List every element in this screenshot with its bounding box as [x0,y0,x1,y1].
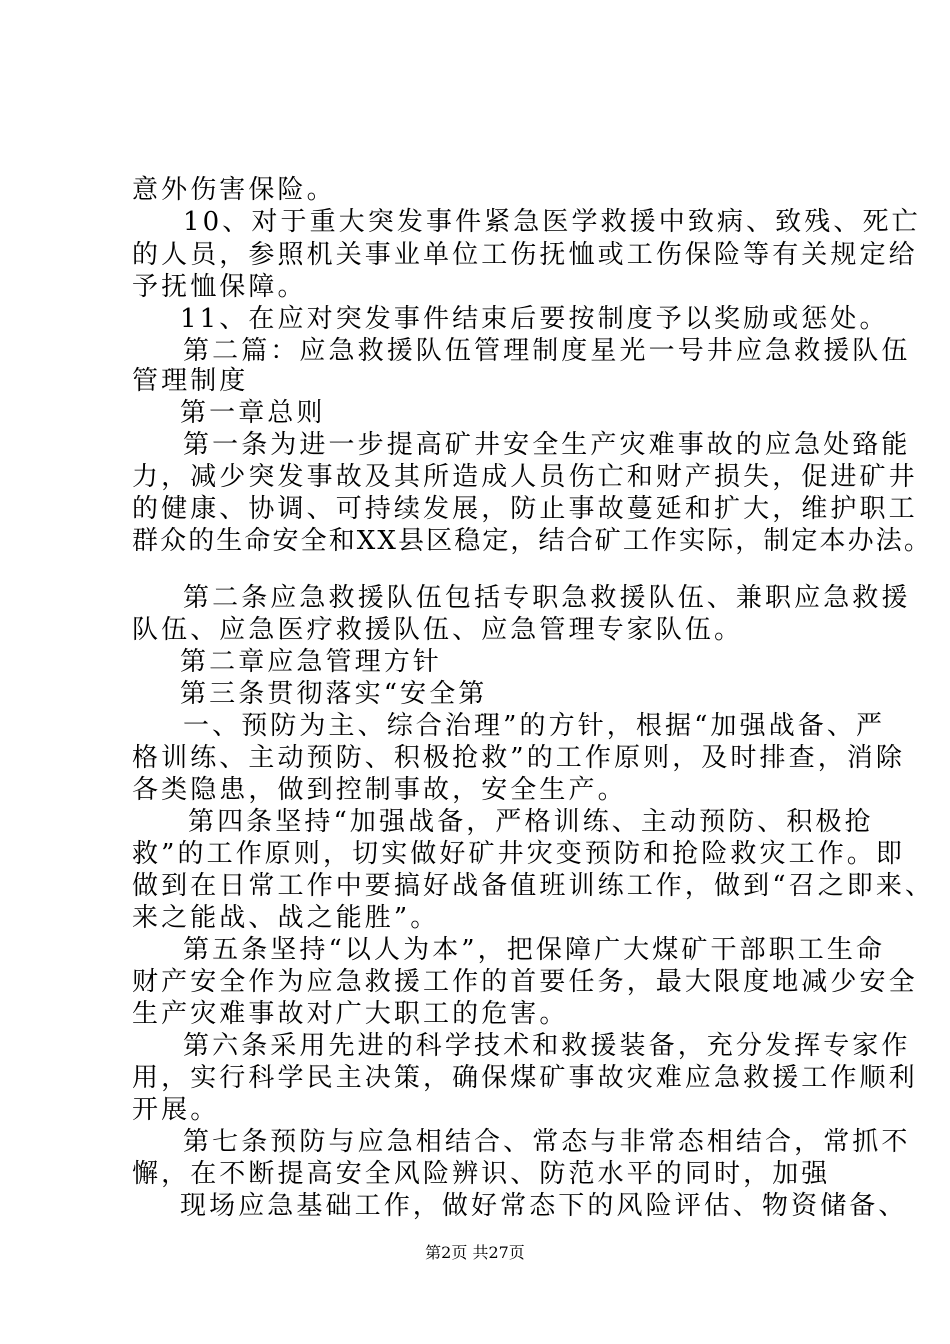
text-line: 管理制度 [132,366,249,396]
text-line: 第五条坚持“以人为本”，把保障广大煤矿干部职工生命 [183,935,886,965]
text-line: 做到在日常工作中要搞好战备值班训练工作，做到“召之即来、 [132,871,935,901]
text-line: 财产安全作为应急救援工作的首要任务，最大限度地减少安全 [132,967,918,997]
section-heading: 第二章应急管理方针 [180,647,442,677]
text-line: 懈，在不断提高安全风险辨识、防范水平的同时，加强 [132,1159,831,1189]
text-line: 的人员，参照机关事业单位工伤抚恤或工伤保险等有关规定给 [132,240,918,270]
text-line: 第二篇：应急救援队伍管理制度星光一号井应急救援队伍 [183,336,911,366]
text-line: 第四条坚持“加强战备，严格训练、主动预防、积极抢 [188,807,874,837]
text-line: 的健康、协调、可持续发展，防止事故蔓延和扩大，维护职工 [132,494,918,524]
text-line: 力，减少突发事故及其所造成人员伤亡和财产损失，促进矿井 [132,462,918,492]
text-line: 第七条预防与应急相结合、常态与非常态相结合，常抓不 [183,1127,911,1157]
text-line: 用，实行科学民主决策，确保煤矿事故灾难应急救援工作顺利 [132,1063,918,1093]
page-number-footer: 第2页 共27页 [425,1243,525,1262]
section-heading: 第一章总则 [180,398,326,428]
text-line: 意外伤害保险。 [132,175,336,205]
text-line: 第一条为进一步提高矿井安全生产灾难事故的应急处臵能 [183,430,911,460]
text-line: 一、预防为主、综合治理”的方针，根据“加强战备、严 [183,711,886,741]
text-line: 10、对于重大突发事件紧急医学救援中致病、致残、死亡 [183,207,921,237]
text-line: 11、在应对突发事件结束后要按制度予以奖励或惩处。 [180,304,889,334]
text-line: 群众的生命安全和XX县区稳定，结合矿工作实际，制定本办法。 [132,526,932,556]
text-line: 第三条贯彻落实“安全第 [180,679,488,709]
text-line: 开展。 [132,1095,220,1125]
text-line: 救”的工作原则，切实做好矿井灾变预防和抢险救灾工作。即 [132,839,905,869]
text-line: 生产灾难事故对广大职工的危害。 [132,999,569,1029]
text-line: 第二条应急救援队伍包括专职急救援队伍、兼职应急救援 [183,583,911,613]
text-line: 来之能战、战之能胜”。 [132,903,440,933]
text-line: 格训练、主动预防、积极抢救”的工作原则，及时排查，消除 [132,743,905,773]
text-line: 各类隐患，做到控制事故，安全生产。 [132,775,627,805]
text-line: 第六条采用先进的科学技术和救援装备，充分发挥专家作 [183,1031,911,1061]
text-line: 现场应急基础工作，做好常态下的风险评估、物资储备、 [180,1191,908,1221]
text-line: 予抚恤保障。 [132,272,307,302]
text-line: 队伍、应急医疗救援队伍、应急管理专家队伍。 [132,615,744,645]
